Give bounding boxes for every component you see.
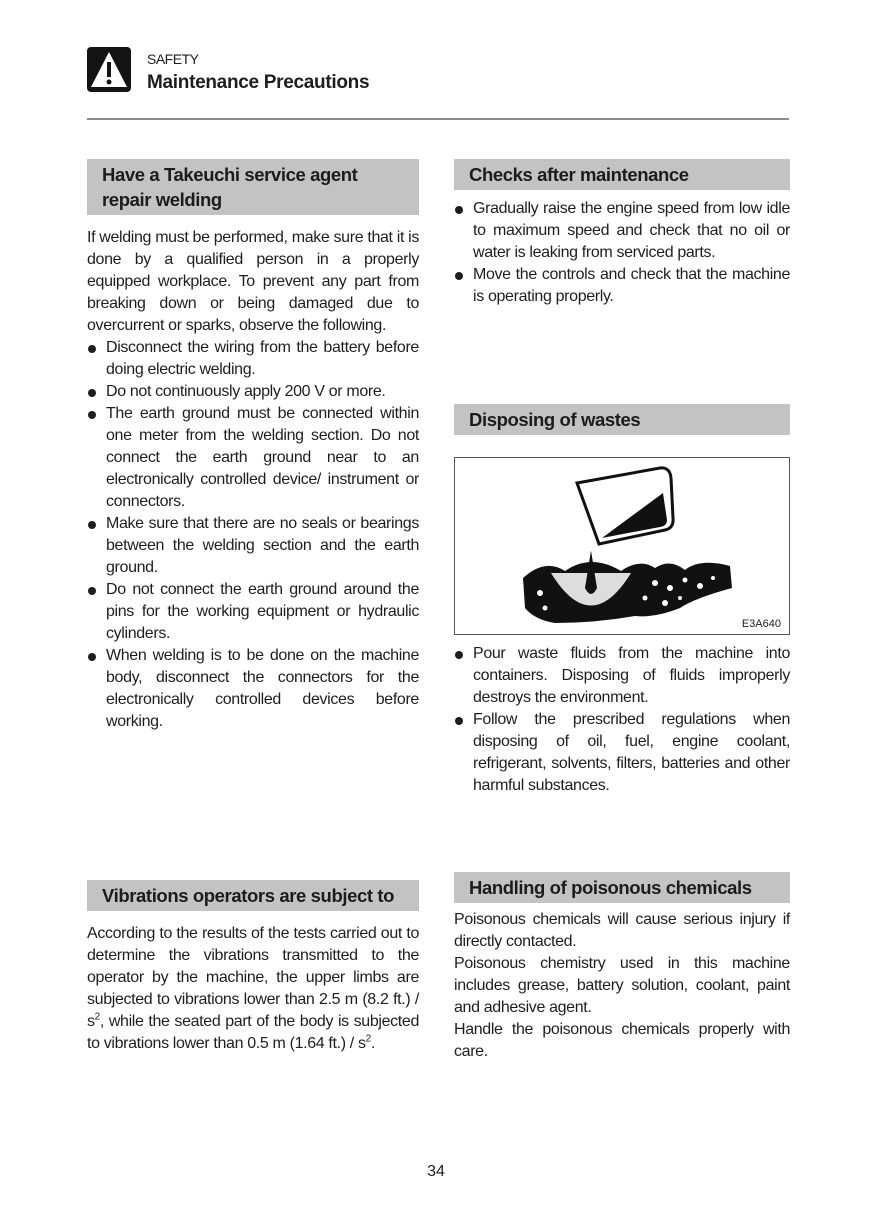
list-item: Pour waste fluids from the machine into containers. Disposing of fluids improperly destroys the environment.: [454, 643, 790, 709]
section-heading: Handling of poisonous chemicals: [454, 872, 790, 903]
bullet-list: [454, 643, 790, 797]
intro-text: If welding must be performed, make sure that it is done by a qualified person in a properly equipped workplace. To prevent any part from breaking down or being damaged due to overcurrent or sparks, observe the following.: [87, 229, 419, 334]
section-heading: Disposing of wastes: [454, 404, 790, 435]
bullet-list: [87, 337, 419, 733]
list-item: Do not connect the earth ground around the pins for the working equipment or hydraulic cylinders.: [87, 579, 419, 645]
list-item: Move the controls and check that the machine is operating properly.: [454, 264, 790, 308]
paragraph: Poisonous chemistry used in this machine includes grease, battery solution, coolant, paint and adhesive agent.: [454, 955, 790, 1016]
list-item: When welding is to be done on the machine body, disconnect the connectors for the electronically controlled devices before working.: [87, 645, 419, 733]
list-item: Do not continuously apply 200 V or more.: [87, 381, 419, 403]
paragraph: Handle the poisonous chemicals properly with care.: [454, 1021, 790, 1060]
section-vibrations: [87, 880, 419, 1055]
section-heading: Vibrations operators are subject to: [87, 880, 419, 911]
section-heading: Checks after maintenance: [454, 159, 790, 190]
section-category: SAFETY: [147, 51, 199, 67]
ground-icon: [523, 562, 732, 623]
figure-code: E3A640: [741, 618, 781, 630]
section-heading: Have a Takeuchi service agent repair welding: [87, 159, 419, 215]
list-item: Follow the prescribed regulations when disposing of oil, fuel, engine coolant, refrigerant, solvents, filters, batteries and other harmful substances.: [454, 709, 790, 797]
page-title: Maintenance Precautions: [147, 72, 370, 93]
section-wastes: [454, 404, 790, 435]
wastes-bullets: [454, 643, 790, 797]
container-icon: [577, 468, 673, 544]
page-number: 34: [427, 1163, 445, 1180]
list-item: The earth ground must be connected within one meter from the welding section. Do not connect the earth ground near to an electronically controlled device/ instrument or connectors.: [87, 403, 419, 513]
header-divider: [87, 118, 789, 120]
list-item: Gradually raise the engine speed from low idle to maximum speed and check that no oil or water is leaking from serviced parts.: [454, 198, 790, 264]
list-item: Make sure that there are no seals or bearings between the welding section and the earth ground.: [87, 513, 419, 579]
section-chemicals: [454, 872, 790, 1063]
paragraph: Poisonous chemicals will cause serious injury if directly contacted.: [454, 911, 790, 950]
warning-triangle-icon: [87, 47, 131, 92]
vibrations-text: According to the results of the tests carried out to determine the vibrations transmitted to the operator by the machine, the upper limbs are subjected to vibrations lower than 2.5 m (8.2 $ft.) / s^2$, while the seated part of the body is subjected to vibrations lower than 0.5 m (1.64 $ft.) / s^2$.: [87, 925, 419, 1052]
waste-disposal-illustration: [454, 457, 790, 635]
section-welding: [87, 159, 419, 733]
section-checks: [454, 159, 790, 308]
list-item: Disconnect the wiring from the battery before doing electric welding.: [87, 337, 419, 381]
bullet-list: [454, 198, 790, 308]
